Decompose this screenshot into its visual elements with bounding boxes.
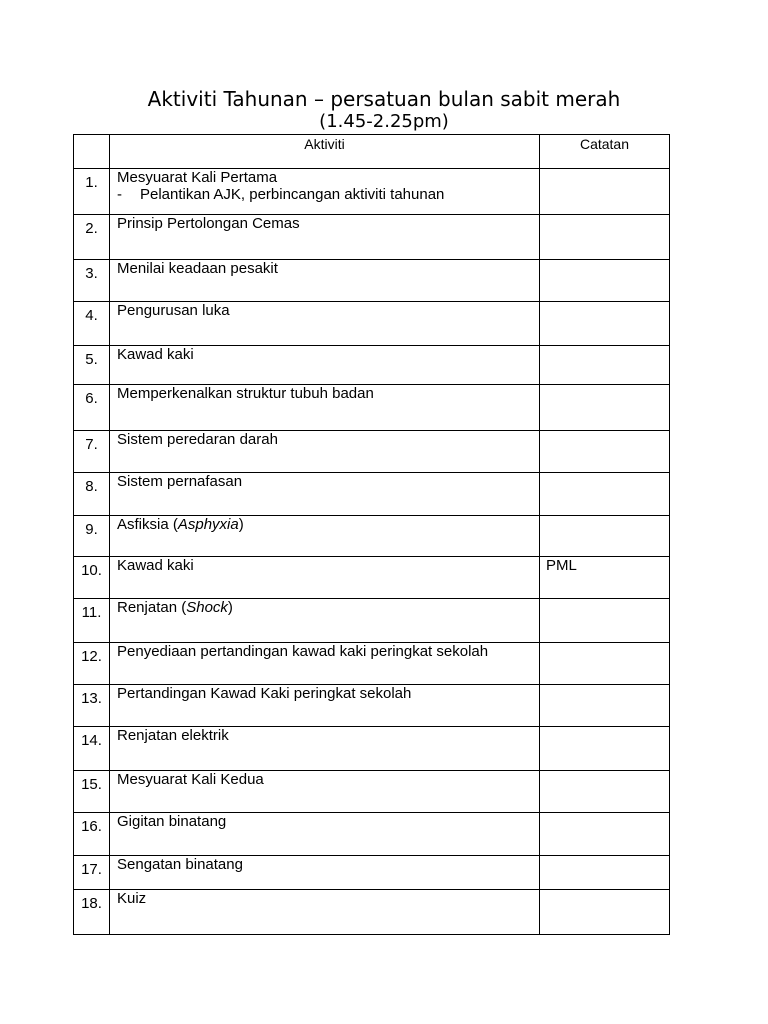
row-activity: Kuiz bbox=[110, 890, 540, 935]
table-header-row bbox=[74, 135, 670, 169]
row-number: 5. bbox=[74, 346, 110, 385]
sub-item-text: Pelantikan AJK, perbincangan aktiviti tahunan bbox=[140, 186, 445, 203]
activity-table bbox=[73, 134, 670, 935]
document-title: Aktiviti Tahunan – persatuan bulan sabit merah bbox=[147, 87, 621, 111]
table-row bbox=[74, 557, 670, 599]
activity-text-start: Renjatan ( bbox=[117, 599, 187, 616]
activity-text-italic: Asphyxia bbox=[177, 516, 239, 533]
row-activity-subitem bbox=[117, 186, 539, 203]
row-notes bbox=[540, 643, 670, 685]
row-activity: Gigitan binatang bbox=[110, 813, 540, 856]
row-number: 3. bbox=[74, 260, 110, 302]
row-activity: Sistem pernafasan bbox=[110, 473, 540, 516]
row-number: 16. bbox=[74, 813, 110, 856]
table-row bbox=[74, 813, 670, 856]
table-row bbox=[74, 302, 670, 346]
table-row bbox=[74, 856, 670, 890]
row-notes bbox=[540, 685, 670, 727]
table-row bbox=[74, 599, 670, 643]
table-row bbox=[74, 169, 670, 215]
row-notes bbox=[540, 890, 670, 935]
row-activity: Memperkenalkan struktur tubuh badan bbox=[110, 385, 540, 431]
row-notes bbox=[540, 260, 670, 302]
row-number: 9. bbox=[74, 516, 110, 557]
row-activity: Penyediaan pertandingan kawad kaki peringkat sekolah bbox=[110, 643, 540, 685]
row-number: 17. bbox=[74, 856, 110, 890]
row-notes bbox=[540, 473, 670, 516]
row-activity: Sengatan binatang bbox=[110, 856, 540, 890]
row-notes bbox=[540, 215, 670, 260]
row-number: 14. bbox=[74, 727, 110, 771]
row-number: 4. bbox=[74, 302, 110, 346]
table-row bbox=[74, 431, 670, 473]
row-number: 12. bbox=[74, 643, 110, 685]
row-number: 2. bbox=[74, 215, 110, 260]
table-row bbox=[74, 346, 670, 385]
table-row bbox=[74, 260, 670, 302]
table-row bbox=[74, 727, 670, 771]
header-number bbox=[74, 135, 110, 169]
row-activity bbox=[110, 516, 540, 557]
row-activity: Kawad kaki bbox=[110, 346, 540, 385]
row-activity bbox=[110, 169, 540, 215]
row-notes bbox=[540, 856, 670, 890]
table-row bbox=[74, 771, 670, 813]
row-activity bbox=[110, 599, 540, 643]
row-activity: Renjatan elektrik bbox=[110, 727, 540, 771]
activity-text-end: ) bbox=[238, 516, 244, 533]
row-activity: Pengurusan luka bbox=[110, 302, 540, 346]
row-notes bbox=[540, 169, 670, 215]
row-notes bbox=[540, 727, 670, 771]
row-number: 15. bbox=[74, 771, 110, 813]
row-number: 13. bbox=[74, 685, 110, 727]
row-number: 18. bbox=[74, 890, 110, 935]
table-row bbox=[74, 685, 670, 727]
row-notes bbox=[540, 431, 670, 473]
row-number: 10. bbox=[74, 557, 110, 599]
document-subtitle: (1.45-2.25pm) bbox=[319, 111, 449, 132]
row-activity: Kawad kaki bbox=[110, 557, 540, 599]
header-activity: Aktiviti bbox=[110, 135, 540, 169]
row-activity: Menilai keadaan pesakit bbox=[110, 260, 540, 302]
row-number: 7. bbox=[74, 431, 110, 473]
activity-text-italic: Shock bbox=[186, 599, 228, 616]
activity-text-end: ) bbox=[227, 599, 233, 616]
table-row bbox=[74, 473, 670, 516]
table-row bbox=[74, 890, 670, 935]
row-notes bbox=[540, 599, 670, 643]
row-notes: PML bbox=[540, 557, 670, 599]
row-number: 1. bbox=[74, 169, 110, 215]
row-activity-text: Mesyuarat Kali Pertama bbox=[117, 169, 278, 186]
row-activity: Pertandingan Kawad Kaki peringkat sekolah bbox=[110, 685, 540, 727]
table-row bbox=[74, 215, 670, 260]
table-row bbox=[74, 516, 670, 557]
row-notes bbox=[540, 771, 670, 813]
row-notes bbox=[540, 516, 670, 557]
table-row bbox=[74, 643, 670, 685]
row-notes bbox=[540, 813, 670, 856]
sub-item-dash: - bbox=[117, 186, 122, 203]
row-notes bbox=[540, 346, 670, 385]
table-row bbox=[74, 385, 670, 431]
row-activity: Mesyuarat Kali Kedua bbox=[110, 771, 540, 813]
row-activity: Sistem peredaran darah bbox=[110, 431, 540, 473]
row-number: 11. bbox=[74, 599, 110, 643]
row-number: 6. bbox=[74, 385, 110, 431]
row-notes bbox=[540, 302, 670, 346]
activity-text-start: Asfiksia ( bbox=[117, 516, 178, 533]
row-activity: Prinsip Pertolongan Cemas bbox=[110, 215, 540, 260]
header-notes: Catatan bbox=[540, 135, 670, 169]
row-number: 8. bbox=[74, 473, 110, 516]
row-notes bbox=[540, 385, 670, 431]
